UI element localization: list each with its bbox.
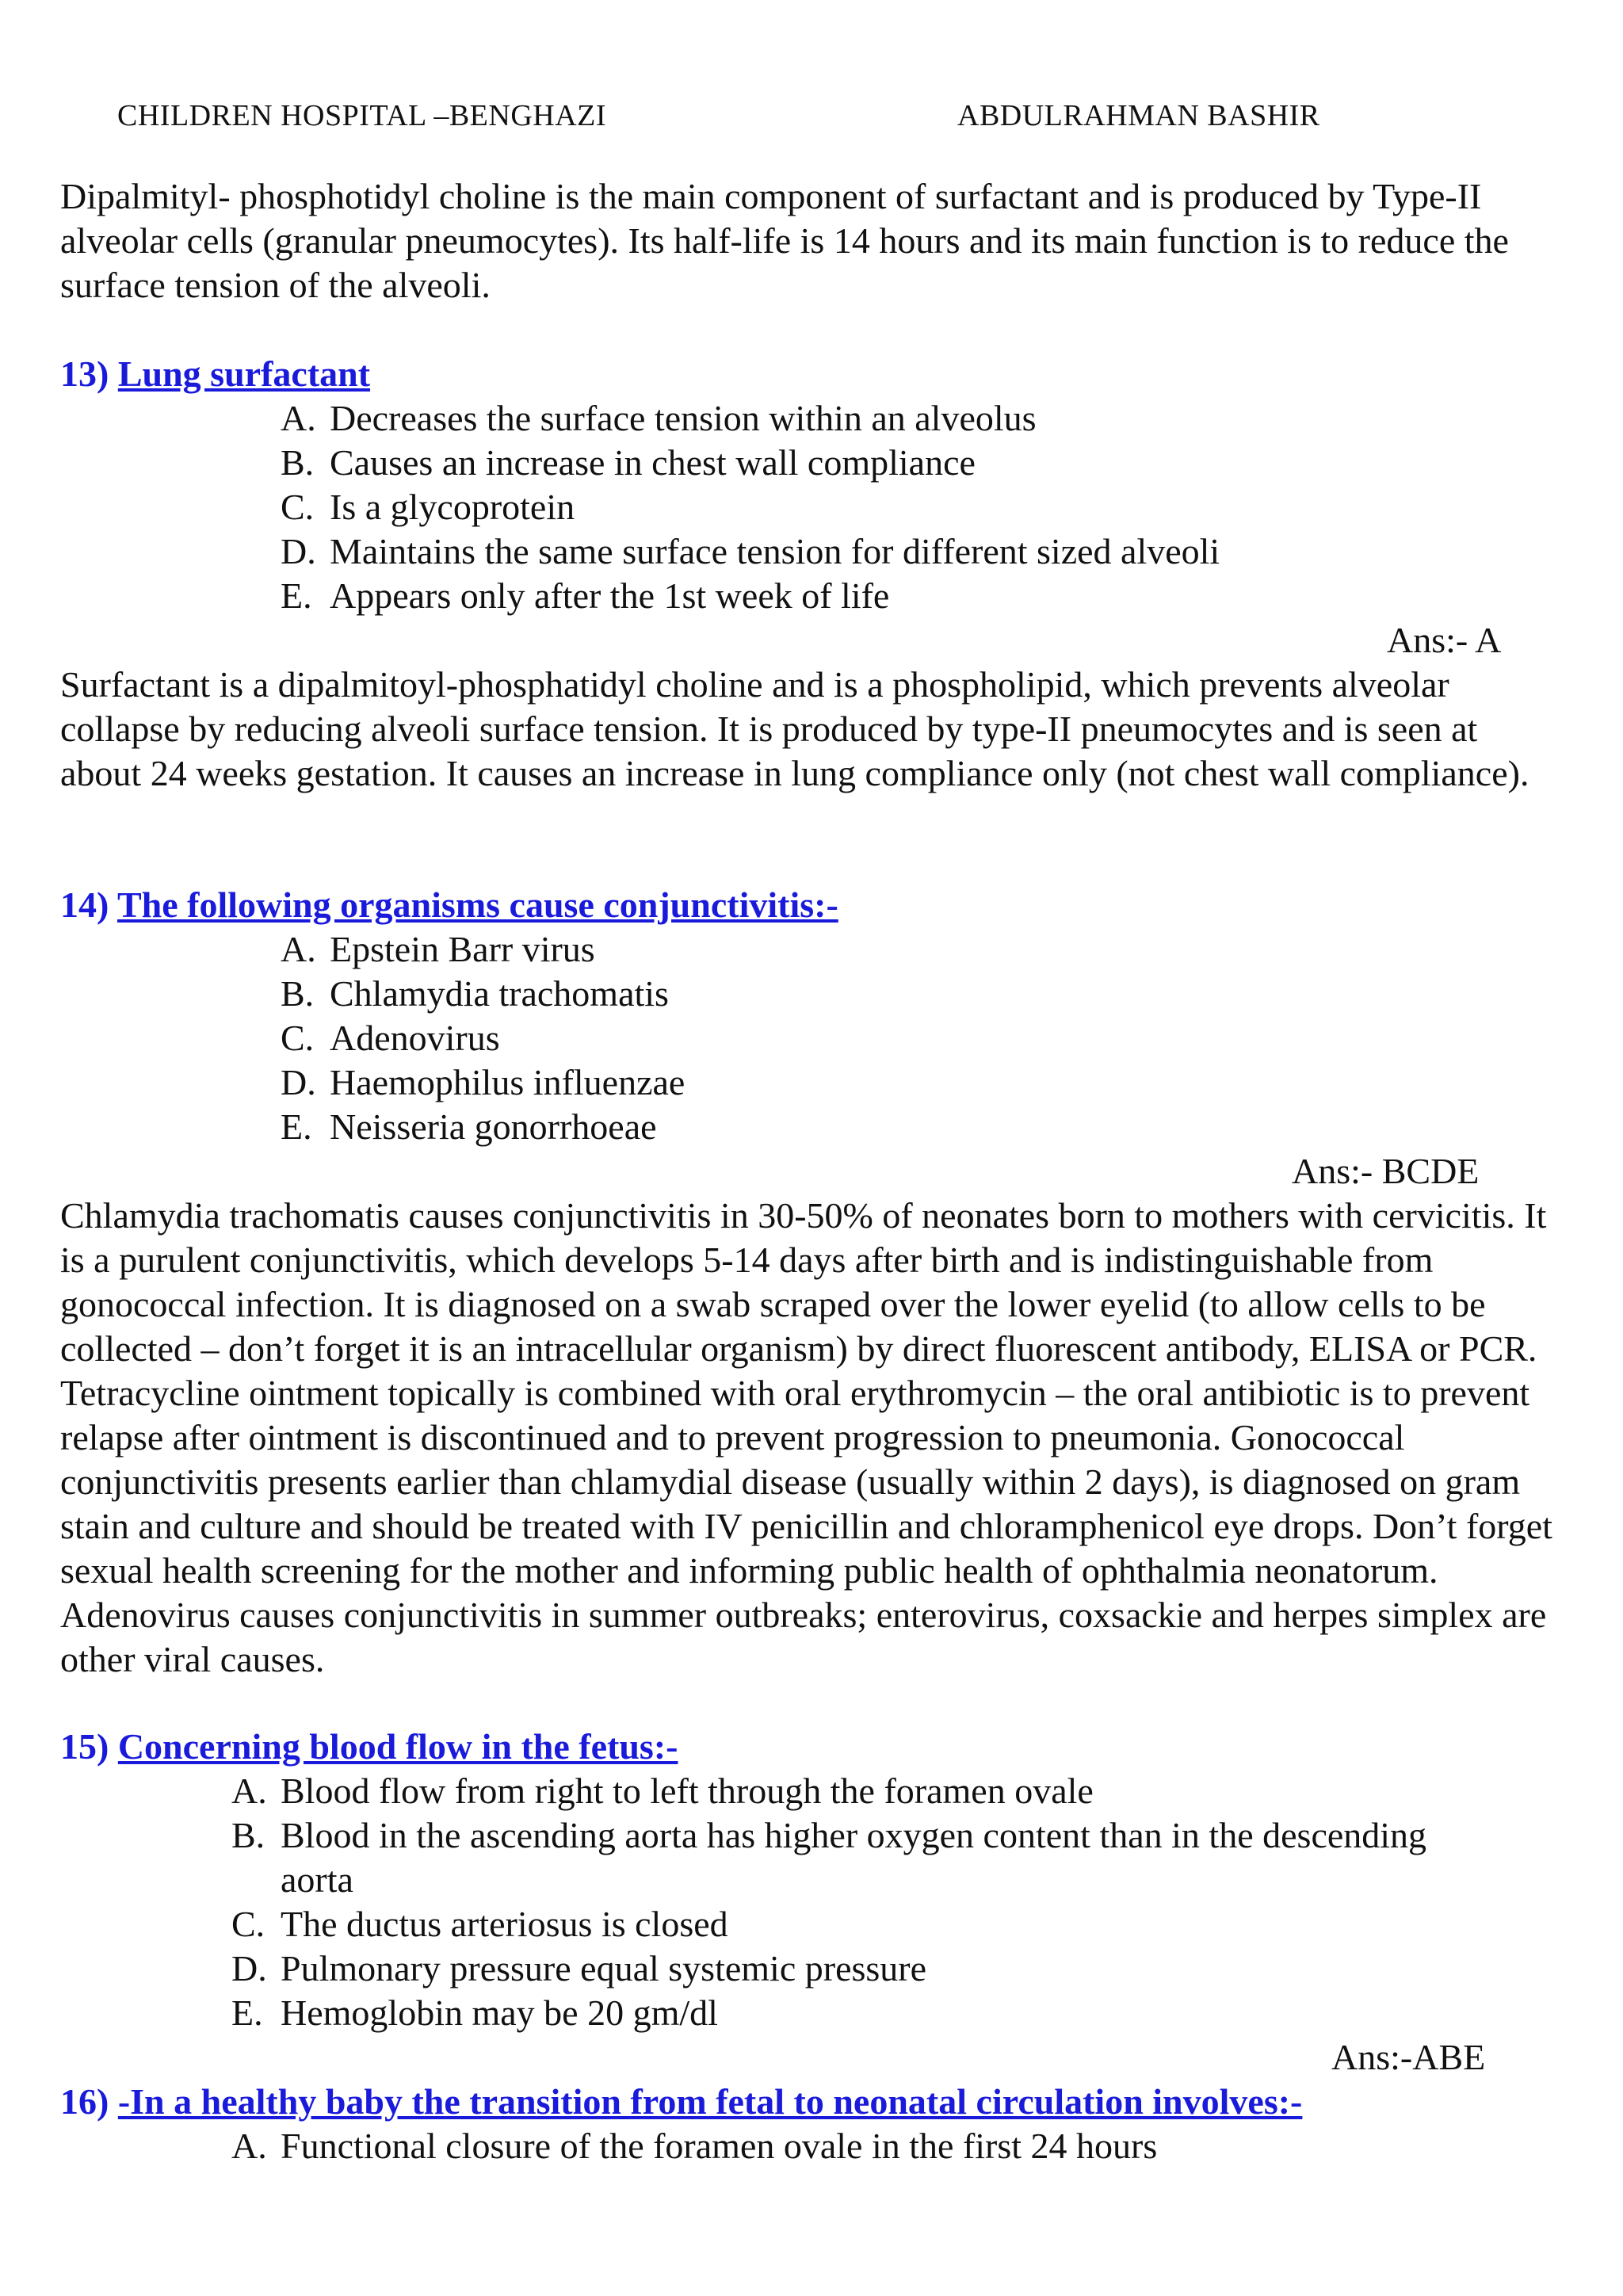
option-item bbox=[281, 396, 1549, 441]
question-number: 16) bbox=[60, 2081, 109, 2122]
question-15-heading bbox=[60, 1725, 678, 1769]
option-text: Causes an increase in chest wall compliance bbox=[330, 442, 976, 483]
option-text: Decreases the surface tension within an alveolus bbox=[330, 398, 1037, 438]
question-number: 14) bbox=[60, 884, 109, 925]
option-letter: C. bbox=[281, 487, 315, 527]
question-13-options bbox=[281, 396, 1549, 618]
option-text: Epstein Barr virus bbox=[330, 929, 595, 969]
question-13-explanation: Surfactant is a dipalmitoyl-phosphatidyl choline and is a phospholipid, which prevents alveolar collapse by reducing alveoli surface tension. It is produced by type-II pneumocytes and is seen at about 24 weeks gestation. It causes an increase in lung compliance only (not chest wall compliance). bbox=[60, 664, 1529, 793]
option-letter: A. bbox=[281, 398, 316, 438]
option-text: Haemophilus influenzae bbox=[330, 1062, 685, 1102]
question-title: The following organisms cause conjunctivitis:- bbox=[117, 884, 838, 925]
option-item bbox=[281, 441, 1549, 485]
option-text: Is a glycoprotein bbox=[330, 487, 575, 527]
question-16-options bbox=[231, 2124, 1499, 2168]
option-item bbox=[231, 1769, 1499, 1813]
option-letter: C. bbox=[281, 1018, 315, 1058]
question-number: 15) bbox=[60, 1726, 109, 1767]
option-item bbox=[281, 574, 1549, 618]
option-letter: A. bbox=[281, 929, 316, 969]
option-letter: C. bbox=[231, 1904, 265, 1944]
question-15-options bbox=[231, 1769, 1499, 2035]
question-13-heading bbox=[60, 352, 370, 396]
question-15-answer: Ans:-ABE bbox=[1331, 2037, 1486, 2077]
option-letter: E. bbox=[281, 1106, 312, 1147]
option-text: Neisseria gonorrhoeae bbox=[330, 1106, 657, 1147]
option-item bbox=[231, 1902, 1499, 1946]
question-title: Concerning blood flow in the fetus:- bbox=[117, 1726, 678, 1767]
question-14-options bbox=[281, 927, 1549, 1149]
question-14-heading bbox=[60, 883, 838, 927]
option-item bbox=[231, 1991, 1499, 2035]
option-letter: D. bbox=[281, 1062, 316, 1102]
option-text: Adenovirus bbox=[330, 1018, 500, 1058]
option-text: Blood flow from right to left through the foramen ovale bbox=[281, 1771, 1094, 1811]
question-16-heading bbox=[60, 2080, 1302, 2124]
option-text: The ductus arteriosus is closed bbox=[281, 1904, 728, 1944]
option-letter: E. bbox=[281, 575, 312, 616]
question-14-explanation: Chlamydia trachomatis causes conjunctivitis in 30-50% of neonates born to mothers with cervicitis. It is a purulent conjunctivitis, which develops 5-14 days after birth and is indistinguishable from gonococcal infection. It is diagnosed on a swab scraped over the lower eyelid (to allow cells to be collected – don’t forget it is an intracellular organism) by direct fluorescent antibody, ELISA or PCR. Tetracycline ointment topically is combined with oral erythromycin – the oral antibiotic is to prevent relapse after ointment is discontinued and to prevent progression to pneumonia. Gonococcal conjunctivitis presents earlier than chlamydial disease (usually within 2 days), is diagnosed on gram stain and culture and should be treated with IV penicillin and chloramphenicol eye drops. Don’t forget sexual health screening for the mother and informing public health of ophthalmia neonatorum. Adenovirus causes conjunctivitis in summer outbreaks; enterovirus, coxsackie and herpes simplex are other viral causes. bbox=[60, 1195, 1552, 1679]
option-letter: E. bbox=[231, 1992, 263, 2033]
question-title: -In a healthy baby the transition from fetal to neonatal circulation involves:- bbox=[117, 2081, 1303, 2122]
option-text: Pulmonary pressure equal systemic pressure bbox=[281, 1948, 927, 1988]
option-letter: A. bbox=[231, 1771, 267, 1811]
option-text: Functional closure of the foramen ovale in the first 24 hours bbox=[281, 2126, 1158, 2166]
option-item bbox=[281, 485, 1549, 529]
option-letter: A. bbox=[231, 2126, 267, 2166]
option-item bbox=[231, 1946, 1499, 1991]
option-text: Hemoglobin may be 20 gm/dl bbox=[281, 1992, 718, 2033]
option-item bbox=[231, 2124, 1499, 2168]
option-letter: D. bbox=[281, 531, 316, 571]
option-letter: B. bbox=[281, 442, 315, 483]
option-item bbox=[281, 529, 1549, 574]
option-item bbox=[281, 1016, 1549, 1060]
question-13-answer: Ans:- A bbox=[1387, 620, 1502, 660]
header-author: ABDULRAHMAN BASHIR bbox=[957, 99, 1320, 132]
option-item bbox=[231, 1813, 1499, 1902]
intro-paragraph: Dipalmityl- phosphotidyl choline is the main component of surfactant and is produced by Type-II alveolar cells (granular pneumocytes). Its half-life is 14 hours and its main function is to reduce the surface tension of the alveoli. bbox=[60, 176, 1509, 305]
option-item bbox=[281, 1060, 1549, 1105]
option-letter: B. bbox=[231, 1815, 265, 1855]
question-title: Lung surfactant bbox=[117, 353, 371, 394]
option-text: Chlamydia trachomatis bbox=[330, 973, 669, 1014]
option-letter: B. bbox=[281, 973, 315, 1014]
option-text: Appears only after the 1st week of life bbox=[330, 575, 890, 616]
question-14-answer: Ans:- BCDE bbox=[1292, 1151, 1480, 1191]
option-text: Maintains the same surface tension for different sized alveoli bbox=[330, 531, 1220, 571]
question-number: 13) bbox=[60, 353, 109, 394]
option-letter: D. bbox=[231, 1948, 267, 1988]
option-item bbox=[281, 927, 1549, 972]
option-item bbox=[281, 1105, 1549, 1149]
option-text: Blood in the ascending aorta has higher oxygen content than in the descending aorta bbox=[281, 1815, 1427, 1900]
option-item bbox=[281, 972, 1549, 1016]
header-hospital: CHILDREN HOSPITAL –BENGHAZI bbox=[117, 99, 607, 132]
